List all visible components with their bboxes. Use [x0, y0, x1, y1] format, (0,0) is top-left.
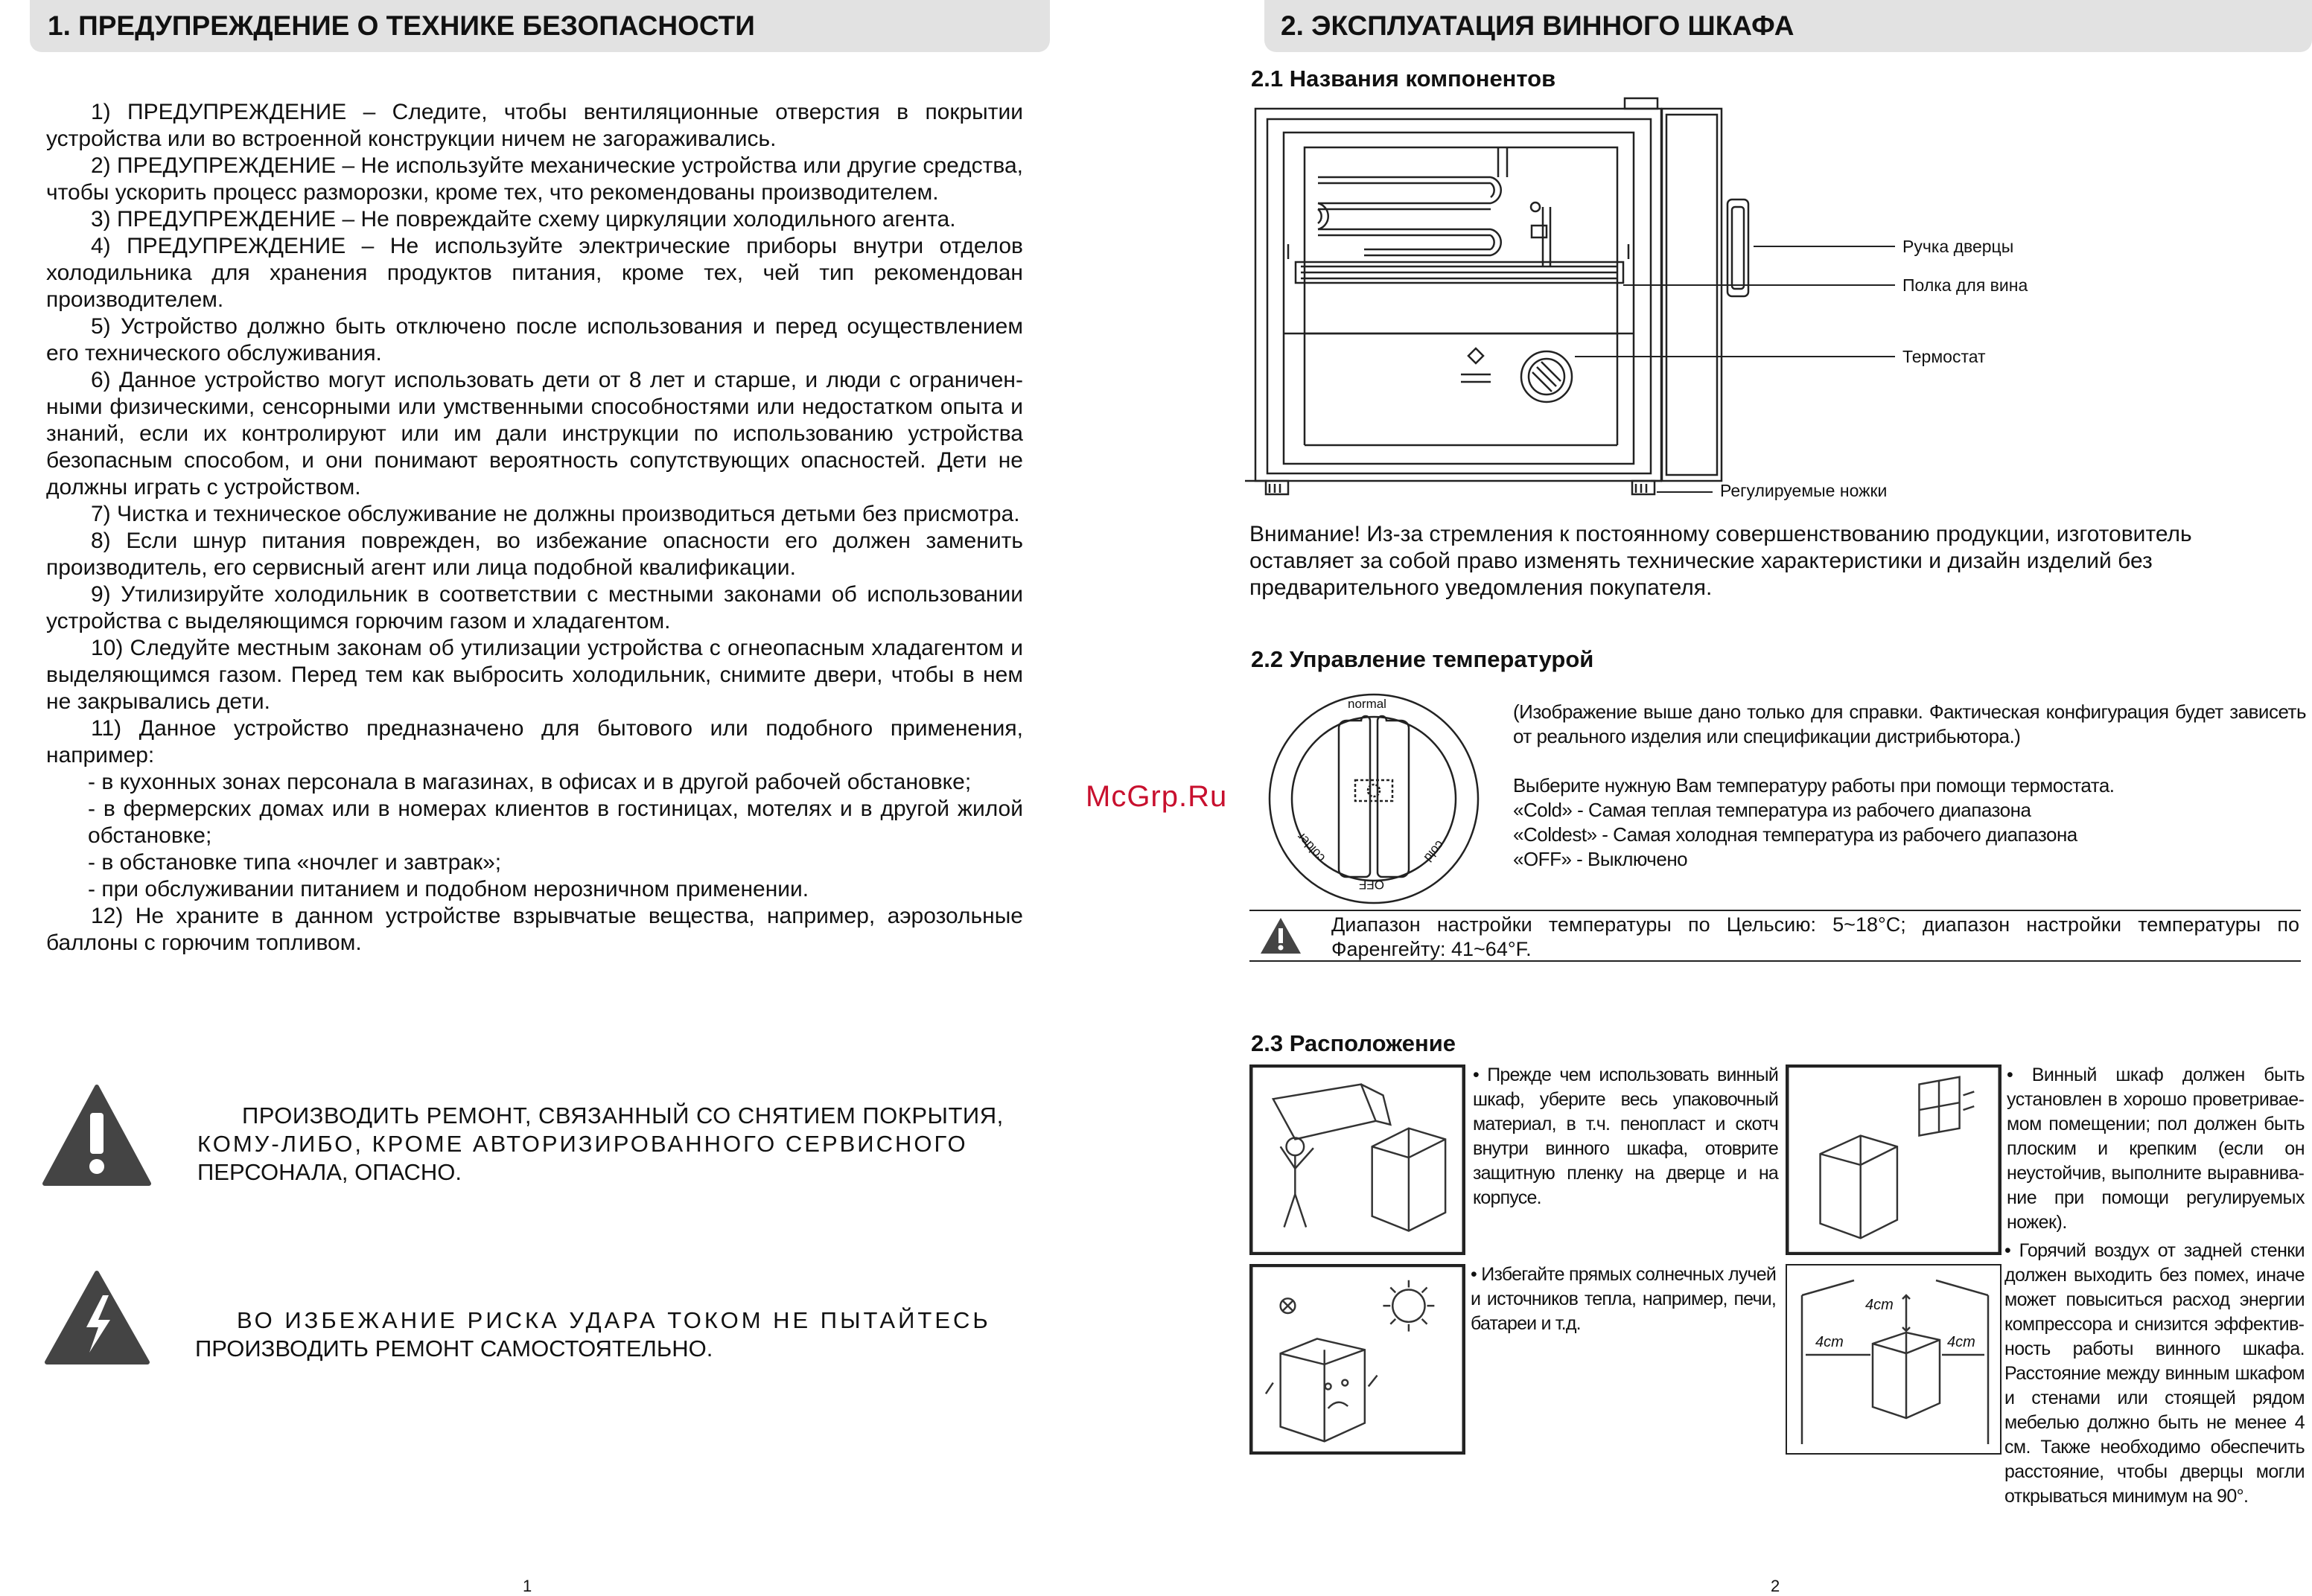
temperature-instructions	[1513, 700, 2306, 872]
instruction-line: «Coldest» - Самая холодная температура из рабочего диапазона	[1513, 823, 2077, 846]
shock-warning-text	[195, 1306, 1036, 1363]
list-item: - при обслуживании питанием и подобном нерозничном применении.	[88, 877, 809, 901]
instruction-line: «OFF» - Выключено	[1513, 848, 1688, 870]
unpacking-text	[1473, 1063, 1778, 1210]
watermark: McGrp.Ru	[1086, 780, 1228, 813]
safety-paragraph: 6) Данное устройство могут использовать дети от 8 лет и старше, и люди с ограниченными физическими, сенсорными или умственными способностями или недостатком опыта и знаний, если их контролируют или им дали инструкции по использованию устройства безопасным способом, и они понимают вероятность сопутствующих опасностей. Дети не должны играть с устройством.	[46, 368, 1023, 499]
safety-paragraph: 7) Чистка и техническое обслуживание не должны производиться детьми без присмотра.	[91, 502, 1020, 526]
safety-paragraph: 11) Данное устройство предназначено для бытового или подобного применения, например:	[46, 716, 1023, 767]
clearance-top-label: 4cm	[1865, 1297, 1894, 1313]
repair-warning-line: КОМУ-ЛИБО, КРОМЕ АВТОРИЗИРОВАННОГО СЕРВИСНОГО	[197, 1131, 968, 1157]
notice-text	[1249, 521, 2299, 601]
components-subtitle: 2.1 Названия компонентов	[1251, 66, 1556, 92]
list-item: - в обстановке типа «ночлег и завтрак»;	[88, 850, 502, 875]
page-number: 2	[1771, 1577, 1780, 1595]
thermostat-leader-line	[1575, 356, 1895, 357]
ventilation-text	[2007, 1063, 2305, 1235]
warning-triangle-icon	[41, 1083, 153, 1187]
avoid-sun-text	[1471, 1263, 1776, 1336]
list-item: - в фермерских домах или в номерах клиентов в гостиницах, мотелях и в другой жилой обстановке;	[88, 797, 1023, 848]
safety-paragraph: 2) ПРЕДУПРЕЖДЕНИЕ – Не используйте механические устройства или другие средства, чтобы ускорить процесс разморозки, кроме тех, что рекомендованы производителем.	[46, 153, 1023, 205]
feet-label: Регулируемые ножки	[1720, 481, 1888, 500]
safety-paragraph: 4) ПРЕДУПРЕЖДЕНИЕ – Не используйте электрические приборы внутри отделов холодильника для хранения продуктов питания, кроме тех, чей тип рекомендован производителем.	[46, 234, 1023, 312]
wine-cabinet-diagram	[1245, 95, 1915, 503]
range-note-top-border	[1249, 910, 2301, 911]
caution-triangle-icon	[1258, 916, 1303, 956]
handle-label: Ручка дверцы	[1902, 237, 2014, 256]
left-section-header: 1. ПРЕДУПРЕЖДЕНИЕ О ТЕХНИКЕ БЕЗОПАСНОСТИ	[30, 0, 1050, 52]
safety-paragraph: 12) Не храните в данном устройстве взрывчатые вещества, например, аэрозольные баллоны с горючим топливом.	[46, 904, 1023, 955]
dial-off-label: OFF	[1359, 878, 1384, 892]
location-tip: • Горячий воздух от задней стенки должен выходить без помех, иначе может повыситься расход энергии компрессора и снизится эффективность работы винного шкафа. Расстояние между винным шкафом и стенами или стоящей рядом мебелью должно быть не менее 4 см. Также необходимо обеспечить расстояние, чтобы дверцы могли открываться минимум на 90°.	[2004, 1240, 2305, 1507]
clearance-text	[2004, 1239, 2305, 1509]
location-subtitle: 2.3 Расположение	[1251, 1030, 1456, 1056]
safety-warnings-text	[46, 99, 1023, 957]
right-section-header: 2. ЭКСПЛУАТАЦИЯ ВИННОГО ШКАФА	[1264, 0, 2312, 52]
safety-paragraph: 5) Устройство должно быть отключено после использования и перед осуществлением его технического обслуживания.	[46, 314, 1023, 366]
clearance-left-label: 4cm	[1815, 1334, 1844, 1350]
feet-leader-line	[1657, 491, 1713, 493]
unpacking-illustration	[1249, 1064, 1465, 1255]
instruction-line: Выберите нужную Вам температуру работы при помощи термостата.	[1513, 774, 2115, 797]
thermostat-label: Термостат	[1902, 347, 1986, 366]
safety-paragraph: 10) Следуйте местным законам об утилизации устройства с огнеопасным хладагентом и выделяющимся газом. Перед тем как выбросить холодильник, снимите двери, чтобы в нем не закрывались дети.	[46, 636, 1023, 714]
shock-warning-line: ПРОИЗВОДИТЬ РЕМОНТ САМОСТОЯТЕЛЬНО.	[195, 1335, 713, 1362]
shelf-label: Полка для вина	[1902, 275, 2028, 295]
page-number: 1	[523, 1577, 532, 1595]
safety-paragraph: 9) Утилизируйте холодильник в соответствии с местными законами об использовании устройства с выделяющимся горючим газом и хладагентом.	[46, 582, 1023, 633]
safety-paragraph: 8) Если шнур питания поврежден, во избежание опасности его должен заменить производитель, его сервисный агент или лица подобной квалификации.	[46, 529, 1023, 580]
range-note: Диапазон настройки температуры по Цельсию: 5~18°C; диапазон настройки температуры по Фаренгейту: 41~64°F.	[1331, 913, 2299, 960]
location-tip: • Винный шкаф должен быть установлен в хорошо проветриваемом помещении; пол должен быть плоским и крепким (если он неустойчив, выполните выравнивание при помощи регулируемых ножек).	[2007, 1064, 2305, 1233]
thermostat-dial	[1266, 691, 1482, 907]
location-tip: • Избегайте прямых солнечных лучей и источников тепла, например, печи, батареи и т.д.	[1471, 1264, 1776, 1334]
range-note-text	[1331, 913, 2299, 962]
clearance-illustration	[1786, 1264, 2001, 1455]
instruction-line: (Изображение выше дано только для справки. Фактическая конфигурация будет зависеть от реального изделия или спецификации дистрибьютора.)	[1513, 700, 2306, 747]
repair-warning-text	[197, 1102, 1039, 1187]
temperature-subtitle: 2.2 Управление температурой	[1251, 646, 1594, 672]
avoid-sun-illustration	[1249, 1264, 1465, 1455]
clearance-right-label: 4cm	[1947, 1334, 1975, 1350]
shock-warning-line: ВО ИЗБЕЖАНИЕ РИСКА УДАРА ТОКОМ НЕ ПЫТАЙТЕСЬ	[237, 1307, 991, 1333]
list-item: - в кухонных зонах персонала в магазинах, в офисах и в другой рабочей обстановке;	[88, 770, 972, 794]
dial-cold-label: cold	[1421, 837, 1448, 865]
ventilation-illustration	[1786, 1064, 2001, 1255]
instruction-line: «Cold» - Самая теплая температура из рабочего диапазона	[1513, 799, 2031, 821]
repair-warning-line: ПЕРСОНАЛА, ОПАСНО.	[197, 1159, 462, 1185]
high-voltage-icon	[43, 1269, 151, 1366]
safety-paragraph: 3) ПРЕДУПРЕЖДЕНИЕ – Не повреждайте схему циркуляции холодильного агента.	[91, 207, 956, 232]
safety-paragraph: 1) ПРЕДУПРЕЖДЕНИЕ – Следите, чтобы вентиляционные отверстия в покрытии устройства или во встроенной конструкции ничем не загораживались.	[46, 100, 1023, 151]
repair-warning-line: ПРОИЗВОДИТЬ РЕМОНТ, СВЯЗАННЫЙ СО СНЯТИЕМ ПОКРЫТИЯ,	[242, 1102, 1004, 1129]
shelf-leader-line	[1623, 284, 1895, 286]
handle-leader-line	[1754, 246, 1895, 247]
dial-colder-label: colder	[1294, 829, 1328, 865]
dial-normal-label: normal	[1348, 697, 1386, 711]
location-tip: • Прежде чем использовать винный шкаф, уберите весь упаковочный материал, в т.ч. пенопласт и скотч внутри винного шкафа, отоврите защитную пленку на дверце и на корпусе.	[1473, 1064, 1778, 1208]
notice-paragraph: Внимание! Из-за стремления к постоянному совершенствованию продукции, изготовитель оставляет за собой право изменять технические характеристики и дизайн изделий без предварительного уведомления покупателя.	[1249, 522, 2192, 600]
